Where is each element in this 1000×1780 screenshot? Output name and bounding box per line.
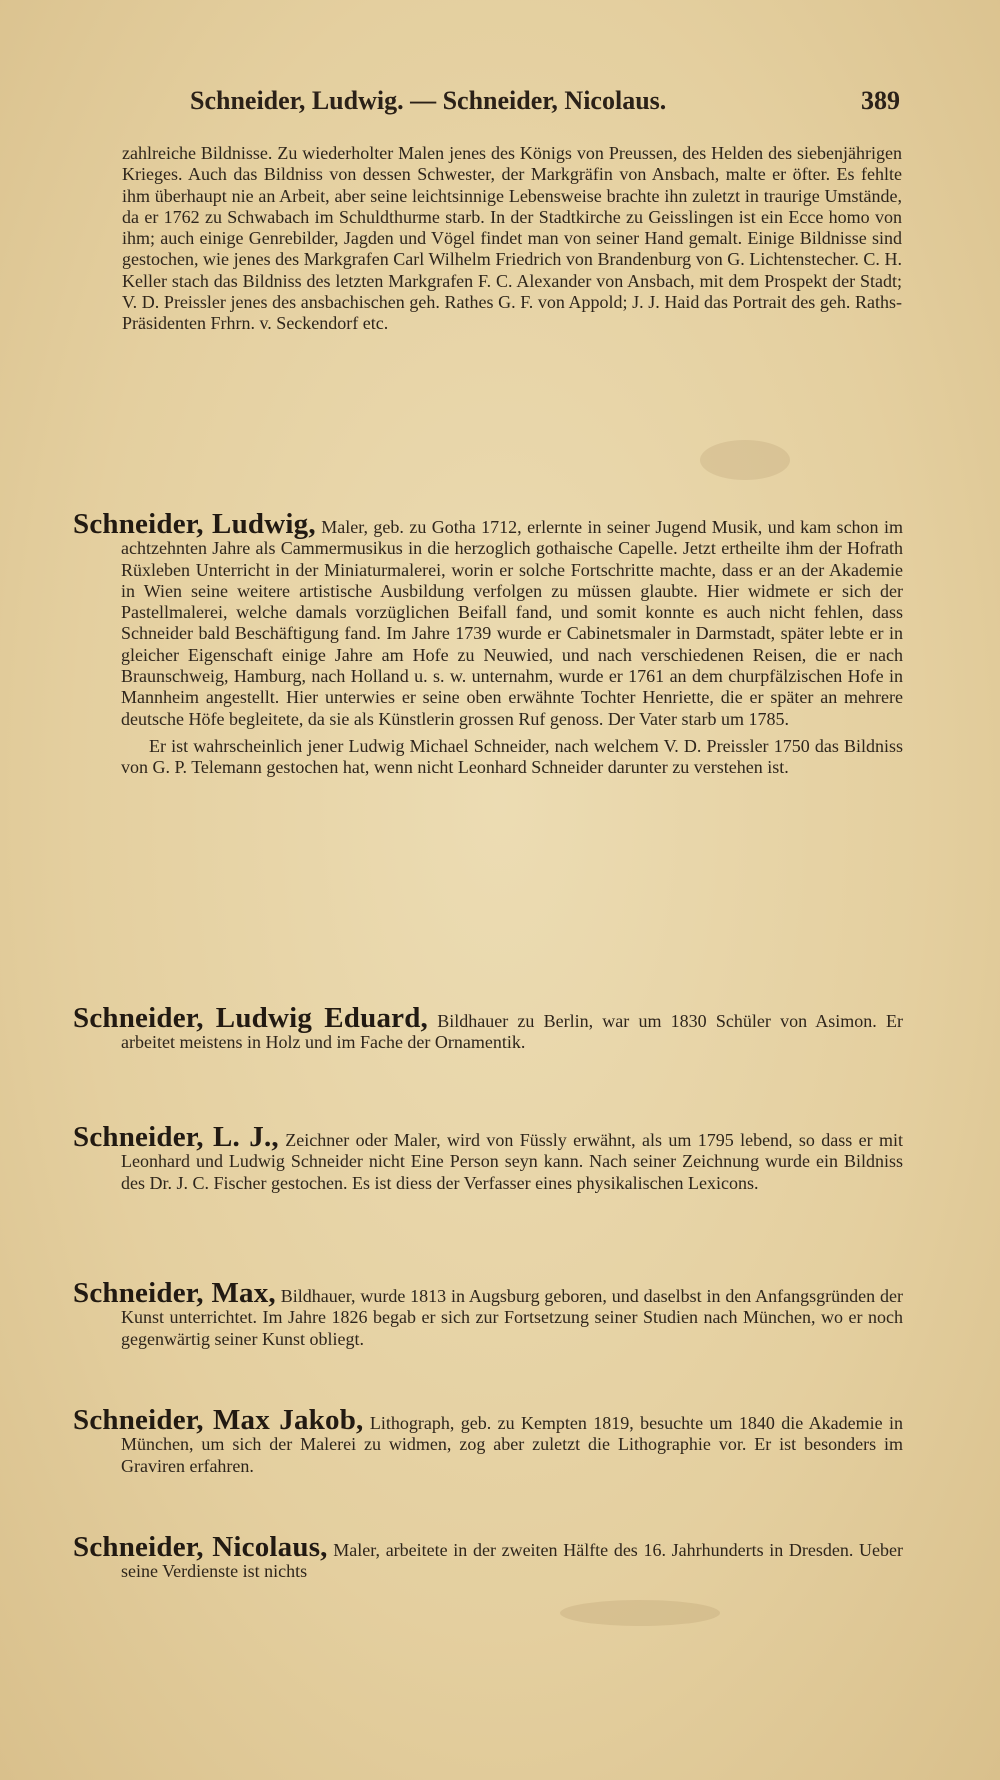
entry-text: Maler, geb. zu Gotha 1712, erlernte in seiner Jugend Musik, und kam schon im achtzehnten Jahre als Cammermusikus in die herzoglich gothaische Capelle. Jetzt ertheilte ihm der Hofrath Rüxleben Unterricht in der Miniaturmalerei, worin er solche Fortschritte machte, dass er an der Akademie in Wien seine weitere artistische Ausbildung verfolgen zu müssen glaubte. Hier widmete er sich der Pastellmalerei, welche damals vorzüglichen Beifall fand, und somit konnte es auch nicht fehlen, dass Schneider bald Beschäftigung fand. Im Jahre 1739 wurde er Cabinetsmaler in Darmstadt, später lebte er in gleicher Eigenschaft einige Jahre am Hofe zu Neuwied, und nach verschiedenen Reisen, die er nach Braunschweig, Hamburg, nach Holland u. s. w. unternahm, wurde er 1761 an dem churpfälzischen Hofe in Mannheim angestellt. Hier unterwies er seine oben erwähnte Tochter Henriette, die er später an mehrere deutsche Höfe begleitete, da sie als Künstlerin grossen Ruf genoss. Der Vater starb um 1785. bbox=[121, 517, 903, 729]
entry-paragraph bbox=[73, 508, 903, 730]
entry-paragraph bbox=[73, 1404, 903, 1477]
entry-text: Bildhauer zu Berlin, war um 1830 Schüler von Asimon. Er arbeitet meistens in Holz und im Fache der Ornamentik. bbox=[121, 1011, 903, 1053]
entry-paragraph bbox=[73, 1121, 904, 1194]
entry-headword: Schneider, Ludwig, bbox=[73, 508, 316, 540]
entry-headword: Schneider, Max, bbox=[73, 1277, 276, 1309]
entry-nicolaus bbox=[73, 1531, 903, 1583]
entry-max-jakob bbox=[73, 1404, 903, 1477]
entry-text: Lithograph, geb. zu Kempten 1819, besuchte um 1840 die Akademie in München, um sich der Malerei zu widmen, zog aber zuletzt die Lithographie vor. Er ist besonders im Graviren erfahren. bbox=[121, 1413, 903, 1476]
entry-paragraph bbox=[73, 1531, 903, 1583]
continuation-paragraph: zahlreiche Bildnisse. Zu wiederholter Malen jenes des Königs von Preussen, des Helden des siebenjährigen Krieges. Auch das Bildniss von dessen Schwester, der Markgräfin von Ansbach, malte er öfter. Es fehlte ihm überhaupt nie an Arbeit, aber seine leichtsinnige Lebensweise brachte ihn zuletzt in traurige Umstände, da er 1762 zu Schwabach im Schuldthurme starb. In der Stadtkirche zu Geisslingen ist ein Ecce homo von ihm; auch einige Genrebilder, Jagden und Vögel findet man von seiner Hand gemalt. Einige Bildnisse sind gestochen, wie jenes des Markgrafen Carl Wilhelm Friedrich von Brandenburg von G. Lichtenstecher. C. H. Keller stach das Bildniss des letzten Markgrafen F. C. Alexander von Ansbach, mit dem Prospekt der Stadt; V. D. Preissler jenes des ansbachischen geh. Rathes G. F. von Appold; J. J. Haid das Portrait des geh. Raths-Präsidenten Frhrn. v. Seckendorf etc. bbox=[122, 143, 902, 334]
entry-text: Zeichner oder Maler, wird von Füssly erwähnt, als um 1795 lebend, so dass er mit Leonhard und Ludwig Schneider nicht Eine Person seyn kann. Nach seiner Zeichnung wurde ein Bildniss des Dr. J. C. Fischer gestochen. Es ist diess der Verfasser eines physikalischen Lexicons. bbox=[121, 1130, 904, 1193]
entry-headword: Schneider, Max Jakob, bbox=[73, 1404, 364, 1436]
entry-headword: Schneider, L. J., bbox=[73, 1121, 279, 1153]
paper-stain bbox=[560, 1600, 720, 1626]
entry-ludwig-eduard bbox=[73, 1002, 903, 1054]
entry-ludwig bbox=[73, 508, 903, 779]
entry-l-j bbox=[73, 1121, 904, 1194]
entry-headword: Schneider, Ludwig Eduard, bbox=[73, 1002, 429, 1034]
entry-text: Maler, arbeitete in der zweiten Hälfte des 16. Jahrhunderts in Dresden. Ueber seine Verdienste ist nichts bbox=[121, 1540, 903, 1582]
entry-headword: Schneider, Nicolaus, bbox=[73, 1531, 328, 1563]
entry-paragraph bbox=[73, 1277, 903, 1350]
page-number: 389 bbox=[861, 86, 900, 115]
entry-max bbox=[73, 1277, 903, 1350]
running-title: Schneider, Ludwig. — Schneider, Nicolaus. bbox=[190, 86, 667, 115]
paper-stain bbox=[700, 440, 790, 480]
running-header bbox=[190, 86, 900, 126]
entry-paragraph bbox=[73, 1002, 903, 1054]
entry-subparagraph: Er ist wahrscheinlich jener Ludwig Michael Schneider, nach welchem V. D. Preissler 1750 das Bildniss von G. P. Telemann gestochen hat, wenn nicht Leonhard Schneider darunter zu verstehen ist. bbox=[121, 735, 903, 778]
entry-text: Bildhauer, wurde 1813 in Augsburg geboren, und daselbst in den Anfangsgründen der Kunst unterrichtet. Im Jahre 1826 begab er sich zur Fortsetzung seiner Studien nach München, wo er noch gegenwärtig seiner Kunst obliegt. bbox=[121, 1286, 903, 1349]
